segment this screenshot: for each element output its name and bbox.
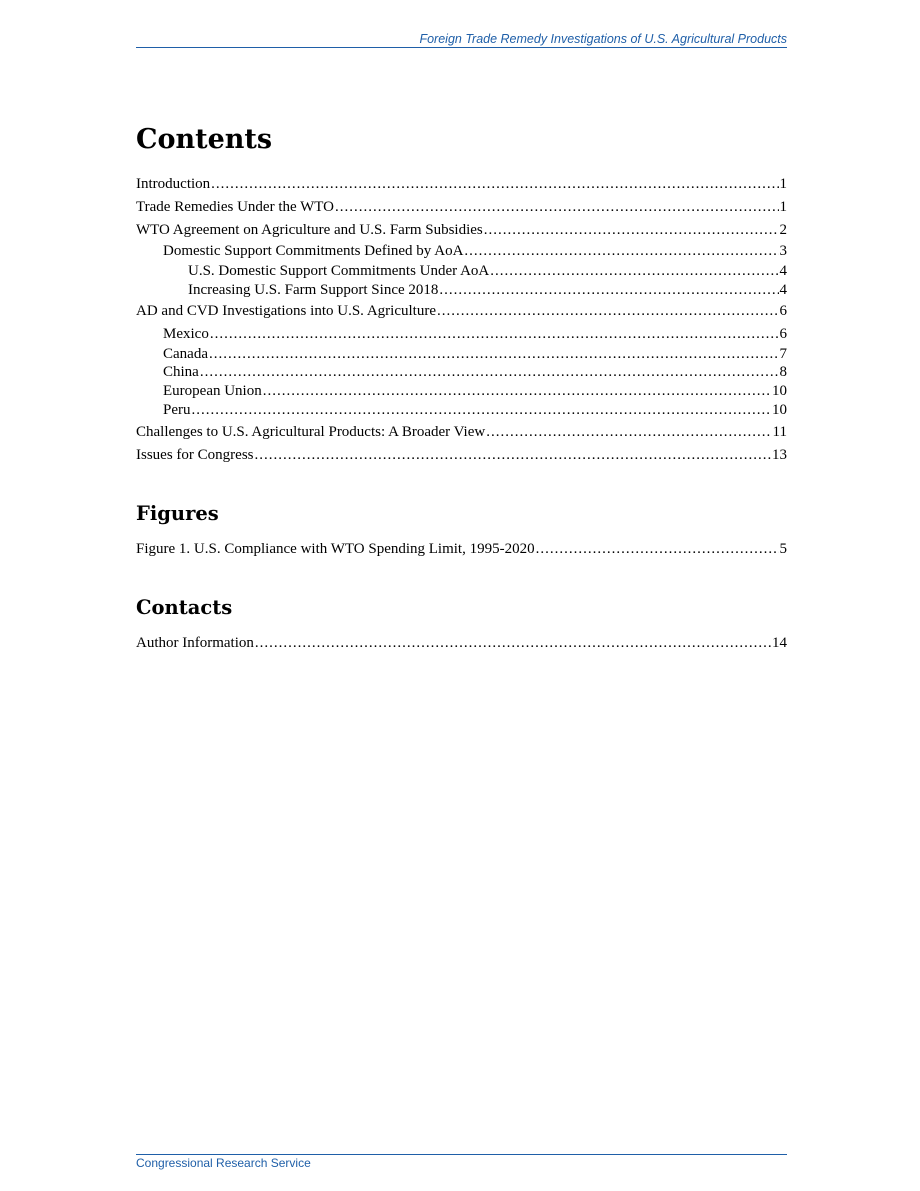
toc-entry-title: Peru: [163, 402, 191, 418]
toc-entry-page: 1: [779, 176, 787, 192]
toc-entry-title: Canada: [163, 346, 208, 362]
toc-entry-author-information[interactable]: [136, 634, 787, 652]
toc-dot-leader: [211, 175, 778, 193]
toc-entry-figure-1[interactable]: [136, 540, 787, 558]
toc-dot-leader: [200, 363, 779, 381]
toc-entry-title: Trade Remedies Under the WTO: [136, 199, 335, 215]
toc-dot-leader: [464, 242, 778, 260]
toc-dot-leader: [335, 198, 778, 216]
toc-entry-introduction[interactable]: [136, 175, 787, 193]
toc-dot-leader: [490, 262, 778, 280]
toc-entry-page: 1: [779, 199, 787, 215]
toc-entry-page: 8: [779, 364, 787, 380]
toc-entry-title: WTO Agreement on Agriculture and U.S. Farm Subsidies: [136, 222, 483, 238]
toc-entry-mexico[interactable]: [163, 325, 787, 343]
toc-dot-leader: [437, 302, 779, 320]
toc-entry-title: China: [163, 364, 199, 380]
toc-dot-leader: [255, 446, 772, 464]
running-header: Foreign Trade Remedy Investigations of U.S. Agricultural Products: [419, 32, 787, 46]
toc-entry-page: 7: [779, 346, 787, 362]
toc-entry-title: U.S. Domestic Support Commitments Under AoA: [188, 263, 490, 279]
toc-dot-leader: [536, 540, 779, 558]
toc-entry-page: 13: [772, 447, 787, 463]
toc-entry-page: 4: [779, 282, 787, 298]
toc-entry-page: 6: [779, 303, 787, 319]
toc-entry-page: 2: [779, 222, 787, 238]
toc-entry-title: Author Information: [136, 635, 254, 651]
toc-entry-title: Challenges to U.S. Agricultural Products: A Broader View: [136, 424, 486, 440]
toc-entry-wto-agreement[interactable]: [136, 221, 787, 239]
toc-entry-peru[interactable]: [163, 401, 787, 419]
toc-dot-leader: [486, 423, 771, 441]
footer-divider: [136, 1154, 787, 1155]
header-divider: [136, 47, 787, 48]
toc-entry-trade-remedies[interactable]: [136, 198, 787, 216]
running-footer: Congressional Research Service: [136, 1156, 311, 1170]
toc-entry-page: 10: [772, 383, 787, 399]
toc-entry-title: European Union: [163, 383, 262, 399]
toc-entry-title: Introduction: [136, 176, 211, 192]
toc-entry-challenges[interactable]: [136, 423, 787, 441]
toc-dot-leader: [263, 382, 771, 400]
toc-entry-china[interactable]: [163, 363, 787, 381]
toc-entry-ad-cvd[interactable]: [136, 302, 787, 320]
contents-heading: Contents: [136, 124, 273, 155]
figures-heading: Figures: [136, 502, 219, 525]
toc-entry-european-union[interactable]: [163, 382, 787, 400]
toc-dot-leader: [209, 345, 779, 363]
toc-dot-leader: [255, 634, 771, 652]
toc-entry-page: 4: [779, 263, 787, 279]
toc-entry-title: Increasing U.S. Farm Support Since 2018: [188, 282, 439, 298]
toc-entry-page: 10: [772, 402, 787, 418]
toc-entry-page: 6: [779, 326, 787, 342]
toc-entry-canada[interactable]: [163, 345, 787, 363]
contacts-heading: Contacts: [136, 596, 233, 619]
toc-dot-leader: [210, 325, 779, 343]
toc-entry-title: Mexico: [163, 326, 209, 342]
toc-entry-us-domestic-support[interactable]: [188, 262, 787, 280]
toc-entry-title: Domestic Support Commitments Defined by AoA: [163, 243, 464, 259]
toc-entry-page: 11: [772, 424, 787, 440]
toc-dot-leader: [192, 401, 772, 419]
toc-dot-leader: [484, 221, 779, 239]
toc-entry-page: 3: [779, 243, 787, 259]
toc-entry-title: AD and CVD Investigations into U.S. Agriculture: [136, 303, 436, 319]
toc-entry-title: Figure 1. U.S. Compliance with WTO Spending Limit, 1995-2020: [136, 541, 535, 557]
toc-dot-leader: [439, 281, 778, 299]
toc-entry-domestic-support[interactable]: [163, 242, 787, 260]
toc-entry-page: 14: [772, 635, 787, 651]
toc-entry-issues-for-congress[interactable]: [136, 446, 787, 464]
toc-entry-farm-support[interactable]: [188, 281, 787, 299]
toc-entry-title: Issues for Congress: [136, 447, 254, 463]
toc-entry-page: 5: [779, 541, 787, 557]
